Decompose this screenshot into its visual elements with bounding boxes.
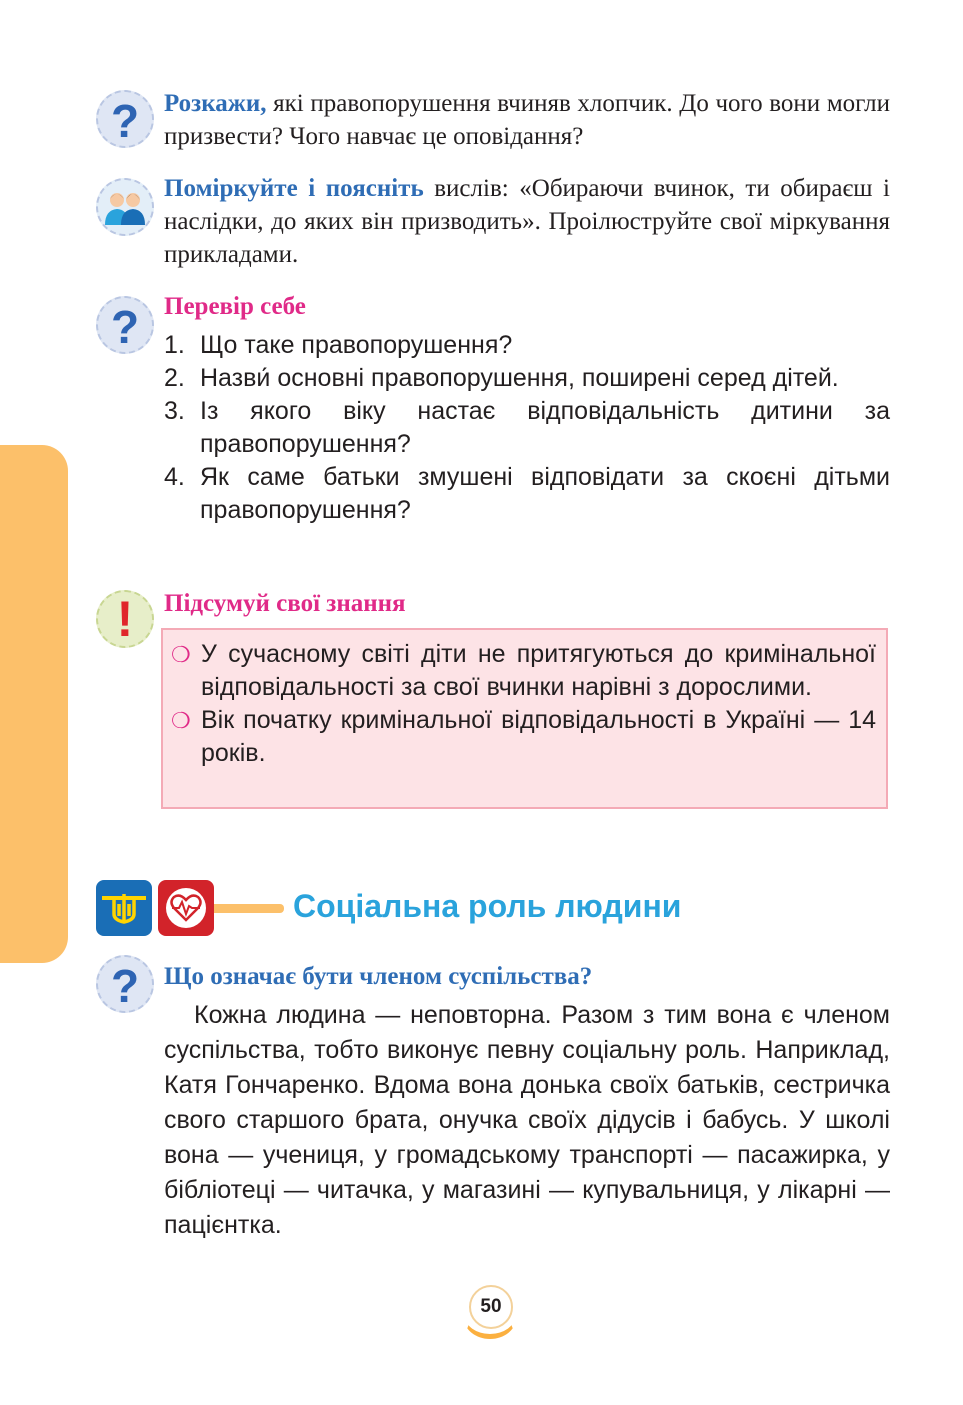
summary-box — [161, 628, 888, 809]
list-item: 4. Як саме батьки змушені відповідати за скоєні дітьми правопорушення? — [164, 463, 890, 524]
discuss-text: вислів: «Обираючи вчинок, ти обираєш і наслідки, до яких він призводить». Проілюструйте свої міркування прикладами. — [164, 175, 890, 268]
section-body — [164, 998, 890, 1243]
bullet-ring-icon: ❍ — [171, 642, 191, 667]
section-paragraph: Кожна людина — неповторна. Разом з тим вона є членом суспільства, тобто виконує певну соціальну роль. Наприклад, Катя Гончаренко. Вдома вона донька своїх батьків, сестричка свого старшого брата, онучка своїх дідусів і бабусь. У школі вона — учениця, у громадському транспорті — пасажирка, у бібліотеці — читачка, у магазині — купувальниця, у лікарні — пацієнтка. — [164, 1001, 890, 1239]
summary-heading: Підсумуй свої знання — [164, 590, 406, 617]
list-item: 1. Що таке правопорушення? — [164, 331, 513, 359]
tell-text: які правопорушення вчиняв хлопчик. До чого вони могли призвести? Чого навчає це оповідання? — [164, 90, 890, 150]
bullet-ring-icon: ❍ — [171, 708, 191, 733]
heart-pulse-icon — [158, 880, 214, 936]
discuss-task — [164, 172, 890, 271]
question-icon: ? — [96, 955, 154, 1013]
section-title: Соціальна роль людини — [293, 888, 682, 924]
list-item: 3. Із якого віку настає відповідальність дитини за правопорушення? — [164, 397, 890, 458]
discuss-paragraph — [164, 172, 890, 271]
check-heading: Перевір себе — [164, 293, 306, 320]
list-item: 2. Назви́ основні правопорушення, поширені серед дітей. — [164, 364, 839, 392]
tell-lead: Розкажи, — [164, 90, 267, 117]
check-yourself — [164, 290, 890, 527]
question-icon: ? — [96, 296, 154, 354]
section-question: Що означає бути членом суспільства? — [164, 963, 593, 990]
ukraine-trident-icon — [96, 880, 152, 936]
pair-work-icon — [96, 178, 154, 236]
tell-paragraph — [164, 87, 890, 153]
question-icon: ? — [96, 90, 154, 148]
two-pupils-icon — [102, 187, 148, 227]
check-list — [164, 329, 890, 527]
section-rule — [214, 904, 284, 913]
exclamation-icon: ! — [96, 590, 154, 648]
chapter-side-tab — [0, 445, 68, 963]
tell-task — [164, 87, 890, 153]
section-icons — [96, 880, 284, 936]
page-number — [465, 1285, 517, 1337]
summary-item: ❍ У сучасному світі діти не притягуються до кримінальної відповідальності за свої вчинки нарівні з дорослими. — [171, 638, 876, 704]
discuss-lead: Поміркуйте і поясніть — [164, 175, 424, 202]
summary-item: ❍ Вік початку кримінальної відповідальності в Україні — 14 років. — [171, 704, 876, 770]
page-number-label: 50 — [469, 1285, 513, 1329]
